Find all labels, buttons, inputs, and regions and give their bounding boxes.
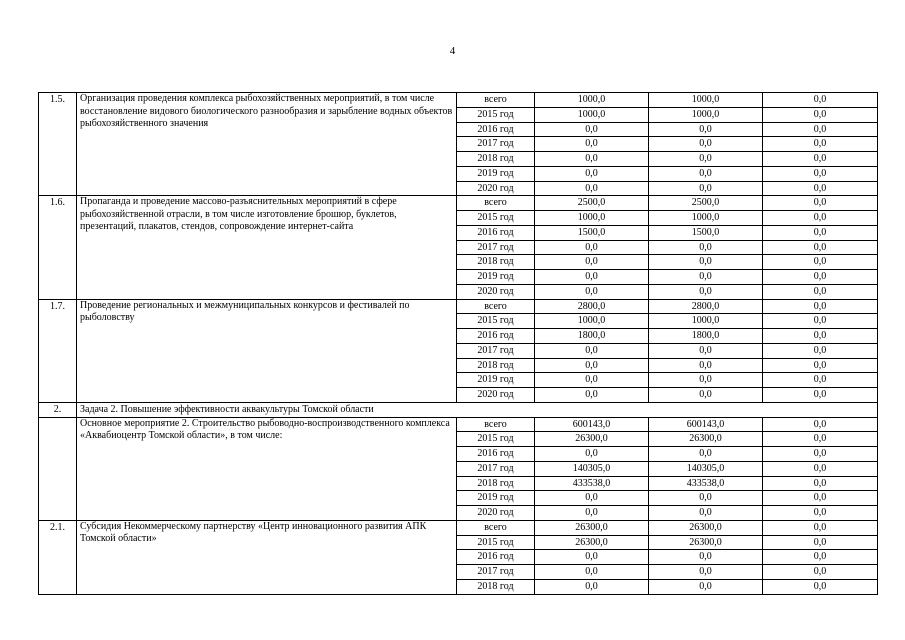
- year-cell: 2017 год: [457, 461, 535, 476]
- item-number: 2.1.: [39, 520, 77, 594]
- year-cell: 2017 год: [457, 240, 535, 255]
- item-description: Субсидия Некоммерческому партнерству «Центр инновационного развития АПК Томской области»: [77, 520, 457, 594]
- other-value-cell: 0,0: [763, 255, 878, 270]
- year-cell: 2019 год: [457, 166, 535, 181]
- other-value-cell: 0,0: [763, 579, 878, 594]
- budget-value-cell: 0,0: [649, 137, 763, 152]
- task-title: Задача 2. Повышение эффективности аквакультуры Томской области: [77, 402, 878, 417]
- other-value-cell: 0,0: [763, 240, 878, 255]
- other-value-cell: 0,0: [763, 565, 878, 580]
- year-cell: всего: [457, 196, 535, 211]
- year-cell: 2018 год: [457, 358, 535, 373]
- year-cell: 2020 год: [457, 506, 535, 521]
- other-value-cell: 0,0: [763, 550, 878, 565]
- budget-value-cell: 0,0: [649, 565, 763, 580]
- total-value-cell: 1000,0: [535, 211, 649, 226]
- budget-value-cell: 0,0: [649, 181, 763, 196]
- budget-value-cell: 0,0: [649, 506, 763, 521]
- other-value-cell: 0,0: [763, 284, 878, 299]
- other-value-cell: 0,0: [763, 314, 878, 329]
- year-cell: 2019 год: [457, 270, 535, 285]
- other-value-cell: 0,0: [763, 506, 878, 521]
- other-value-cell: 0,0: [763, 491, 878, 506]
- budget-value-cell: 0,0: [649, 343, 763, 358]
- other-value-cell: 0,0: [763, 520, 878, 535]
- year-cell: 2016 год: [457, 122, 535, 137]
- total-value-cell: 0,0: [535, 240, 649, 255]
- total-value-cell: 2500,0: [535, 196, 649, 211]
- item-description: Основное мероприятие 2. Строительство рыбоводно-воспроизводственного комплекса «Аквабиоцентр Томской области», в том числе:: [77, 417, 457, 520]
- budget-value-cell: 0,0: [649, 447, 763, 462]
- funding-table: [38, 92, 878, 595]
- year-cell: 2018 год: [457, 255, 535, 270]
- other-value-cell: 0,0: [763, 373, 878, 388]
- budget-value-cell: 26300,0: [649, 432, 763, 447]
- total-value-cell: 1000,0: [535, 314, 649, 329]
- budget-value-cell: 2800,0: [649, 299, 763, 314]
- other-value-cell: 0,0: [763, 358, 878, 373]
- table-row: [39, 417, 878, 432]
- other-value-cell: 0,0: [763, 432, 878, 447]
- year-cell: 2016 год: [457, 329, 535, 344]
- year-cell: 2020 год: [457, 181, 535, 196]
- total-value-cell: 0,0: [535, 550, 649, 565]
- budget-value-cell: 2500,0: [649, 196, 763, 211]
- other-value-cell: 0,0: [763, 225, 878, 240]
- table-row: [39, 196, 878, 211]
- other-value-cell: 0,0: [763, 388, 878, 403]
- total-value-cell: 0,0: [535, 506, 649, 521]
- total-value-cell: 1000,0: [535, 93, 649, 108]
- year-cell: 2018 год: [457, 476, 535, 491]
- total-value-cell: 433538,0: [535, 476, 649, 491]
- total-value-cell: 0,0: [535, 579, 649, 594]
- total-value-cell: 2800,0: [535, 299, 649, 314]
- total-value-cell: 0,0: [535, 491, 649, 506]
- other-value-cell: 0,0: [763, 93, 878, 108]
- table-row: [39, 93, 878, 108]
- budget-value-cell: 0,0: [649, 550, 763, 565]
- other-value-cell: 0,0: [763, 417, 878, 432]
- year-cell: 2016 год: [457, 550, 535, 565]
- year-cell: всего: [457, 299, 535, 314]
- year-cell: 2015 год: [457, 107, 535, 122]
- year-cell: 2016 год: [457, 447, 535, 462]
- budget-value-cell: 0,0: [649, 166, 763, 181]
- other-value-cell: 0,0: [763, 535, 878, 550]
- total-value-cell: 26300,0: [535, 520, 649, 535]
- budget-value-cell: 1000,0: [649, 314, 763, 329]
- budget-value-cell: 0,0: [649, 579, 763, 594]
- budget-value-cell: 0,0: [649, 152, 763, 167]
- total-value-cell: 1500,0: [535, 225, 649, 240]
- year-cell: 2020 год: [457, 284, 535, 299]
- budget-value-cell: 1000,0: [649, 93, 763, 108]
- budget-value-cell: 0,0: [649, 270, 763, 285]
- year-cell: 2015 год: [457, 535, 535, 550]
- item-number: [39, 417, 77, 520]
- total-value-cell: 0,0: [535, 181, 649, 196]
- other-value-cell: 0,0: [763, 166, 878, 181]
- year-cell: 2020 год: [457, 388, 535, 403]
- budget-value-cell: 1000,0: [649, 107, 763, 122]
- funding-table-body: [39, 93, 878, 595]
- budget-value-cell: 600143,0: [649, 417, 763, 432]
- other-value-cell: 0,0: [763, 107, 878, 122]
- total-value-cell: 0,0: [535, 358, 649, 373]
- table-row: [39, 299, 878, 314]
- item-number: 1.7.: [39, 299, 77, 402]
- budget-value-cell: 0,0: [649, 284, 763, 299]
- year-cell: всего: [457, 520, 535, 535]
- budget-value-cell: 0,0: [649, 388, 763, 403]
- year-cell: 2018 год: [457, 152, 535, 167]
- year-cell: 2019 год: [457, 373, 535, 388]
- item-description: Организация проведения комплекса рыбохозяйственных мероприятий, в том числе восстановление видового биологического разнообразия и зарыбление водных объектов рыбохозяйственного значения: [77, 93, 457, 196]
- other-value-cell: 0,0: [763, 343, 878, 358]
- budget-value-cell: 0,0: [649, 373, 763, 388]
- other-value-cell: 0,0: [763, 211, 878, 226]
- item-number: 1.6.: [39, 196, 77, 299]
- year-cell: 2015 год: [457, 211, 535, 226]
- budget-value-cell: 1000,0: [649, 211, 763, 226]
- year-cell: 2017 год: [457, 565, 535, 580]
- budget-value-cell: 0,0: [649, 240, 763, 255]
- other-value-cell: 0,0: [763, 122, 878, 137]
- year-cell: всего: [457, 93, 535, 108]
- total-value-cell: 0,0: [535, 166, 649, 181]
- year-cell: 2019 год: [457, 491, 535, 506]
- total-value-cell: 0,0: [535, 388, 649, 403]
- other-value-cell: 0,0: [763, 196, 878, 211]
- total-value-cell: 0,0: [535, 373, 649, 388]
- budget-value-cell: 0,0: [649, 255, 763, 270]
- year-cell: 2015 год: [457, 432, 535, 447]
- year-cell: 2016 год: [457, 225, 535, 240]
- year-cell: 2015 год: [457, 314, 535, 329]
- item-number: 1.5.: [39, 93, 77, 196]
- total-value-cell: 0,0: [535, 447, 649, 462]
- budget-value-cell: 140305,0: [649, 461, 763, 476]
- total-value-cell: 0,0: [535, 255, 649, 270]
- other-value-cell: 0,0: [763, 137, 878, 152]
- year-cell: 2017 год: [457, 137, 535, 152]
- other-value-cell: 0,0: [763, 270, 878, 285]
- budget-value-cell: 433538,0: [649, 476, 763, 491]
- table-row: [39, 520, 878, 535]
- item-description: Пропаганда и проведение массово-разъяснительных мероприятий в сфере рыбохозяйственной отрасли, в том числе изготовление брошюр, буклетов, презентаций, плакатов, стендов, сопровождение интернет-сайта: [77, 196, 457, 299]
- year-cell: 2018 год: [457, 579, 535, 594]
- year-cell: 2017 год: [457, 343, 535, 358]
- item-description: Проведение региональных и межмуниципальных конкурсов и фестивалей по рыболовству: [77, 299, 457, 402]
- other-value-cell: 0,0: [763, 299, 878, 314]
- total-value-cell: 600143,0: [535, 417, 649, 432]
- total-value-cell: 0,0: [535, 122, 649, 137]
- budget-value-cell: 26300,0: [649, 535, 763, 550]
- total-value-cell: 0,0: [535, 565, 649, 580]
- other-value-cell: 0,0: [763, 181, 878, 196]
- total-value-cell: 0,0: [535, 343, 649, 358]
- total-value-cell: 26300,0: [535, 535, 649, 550]
- total-value-cell: 1000,0: [535, 107, 649, 122]
- task-number: 2.: [39, 402, 77, 417]
- other-value-cell: 0,0: [763, 152, 878, 167]
- total-value-cell: 0,0: [535, 284, 649, 299]
- total-value-cell: 0,0: [535, 270, 649, 285]
- total-value-cell: 140305,0: [535, 461, 649, 476]
- total-value-cell: 0,0: [535, 137, 649, 152]
- page-number: 4: [449, 45, 456, 57]
- budget-value-cell: 0,0: [649, 491, 763, 506]
- budget-value-cell: 0,0: [649, 358, 763, 373]
- budget-value-cell: 1800,0: [649, 329, 763, 344]
- other-value-cell: 0,0: [763, 447, 878, 462]
- task-row: [39, 402, 878, 417]
- budget-value-cell: 1500,0: [649, 225, 763, 240]
- year-cell: всего: [457, 417, 535, 432]
- other-value-cell: 0,0: [763, 476, 878, 491]
- budget-value-cell: 0,0: [649, 122, 763, 137]
- other-value-cell: 0,0: [763, 461, 878, 476]
- other-value-cell: 0,0: [763, 329, 878, 344]
- total-value-cell: 1800,0: [535, 329, 649, 344]
- budget-value-cell: 26300,0: [649, 520, 763, 535]
- total-value-cell: 26300,0: [535, 432, 649, 447]
- total-value-cell: 0,0: [535, 152, 649, 167]
